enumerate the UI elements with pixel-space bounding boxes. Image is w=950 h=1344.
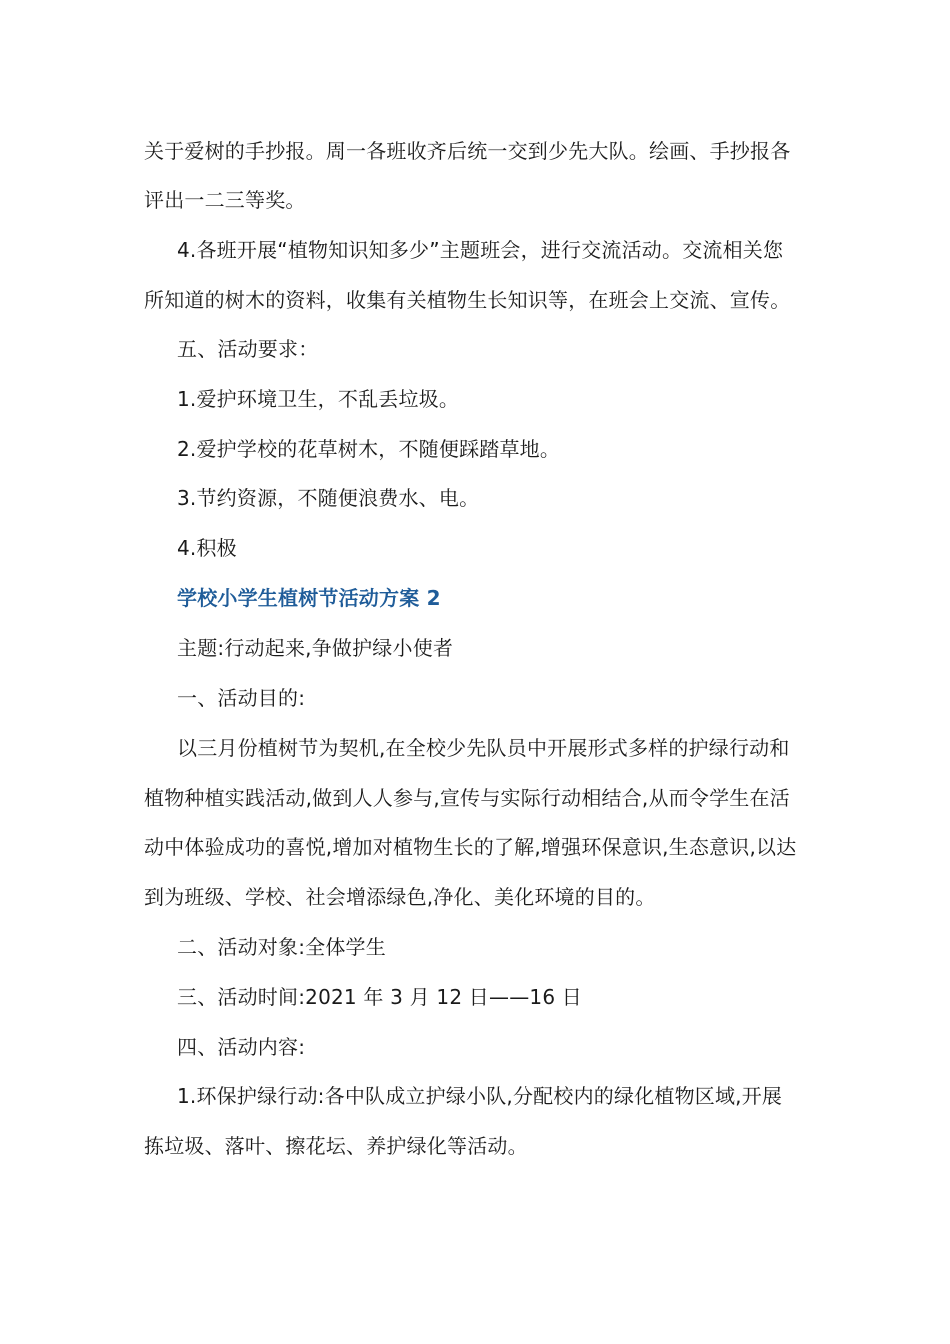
paragraph-line: 植物种植实践活动,做到人人参与,宣传与实际行动相结合,从而令学生在活 <box>144 786 790 810</box>
list-item: 4.积极 <box>177 536 237 560</box>
list-item: 1.环保护绿行动:各中队成立护绿小队,分配校内的绿化植物区域,开展 <box>177 1084 783 1108</box>
paragraph-line: 所知道的树木的资料，收集有关植物生长知识等，在班会上交流、宣传。 <box>144 288 791 312</box>
theme-line: 主题:行动起来,争做护绿小使者 <box>177 636 454 660</box>
paragraph-line: 关于爱树的手抄报。周一各班收齐后统一交到少先大队。绘画、手抄报各 <box>144 139 791 163</box>
paragraph-line: 评出一二三等奖。 <box>144 188 306 212</box>
paragraph-line: 4.各班开展“植物知识知多少”主题班会，进行交流活动。交流相关您 <box>177 238 784 262</box>
paragraph-line: 到为班级、学校、社会增添绿色,净化、美化环境的目的。 <box>144 885 656 909</box>
paragraph-line: 以三月份植树节为契机,在全校少先队员中开展形式多样的护绿行动和 <box>177 736 790 760</box>
section-heading: 二、活动对象:全体学生 <box>177 935 386 959</box>
section-heading: 一、活动目的: <box>177 686 306 710</box>
section-heading: 三、活动时间:2021 年 3 月 12 日——16 日 <box>177 985 583 1009</box>
section-heading: 四、活动内容: <box>177 1035 306 1059</box>
section-heading: 五、活动要求： <box>177 337 319 361</box>
list-item: 3.节约资源，不随便浪费水、电。 <box>177 486 480 510</box>
paragraph-line: 动中体验成功的喜悦,增加对植物生长的了解,增强环保意识,生态意识,以达 <box>144 835 797 859</box>
paragraph-line: 拣垃圾、落叶、擦花坛、养护绿化等活动。 <box>144 1134 528 1158</box>
list-item: 2.爱护学校的花草树木，不随便踩踏草地。 <box>177 437 561 461</box>
document-title: 学校小学生植树节活动方案 2 <box>177 586 441 610</box>
list-item: 1.爱护环境卫生，不乱丢垃圾。 <box>177 387 460 411</box>
